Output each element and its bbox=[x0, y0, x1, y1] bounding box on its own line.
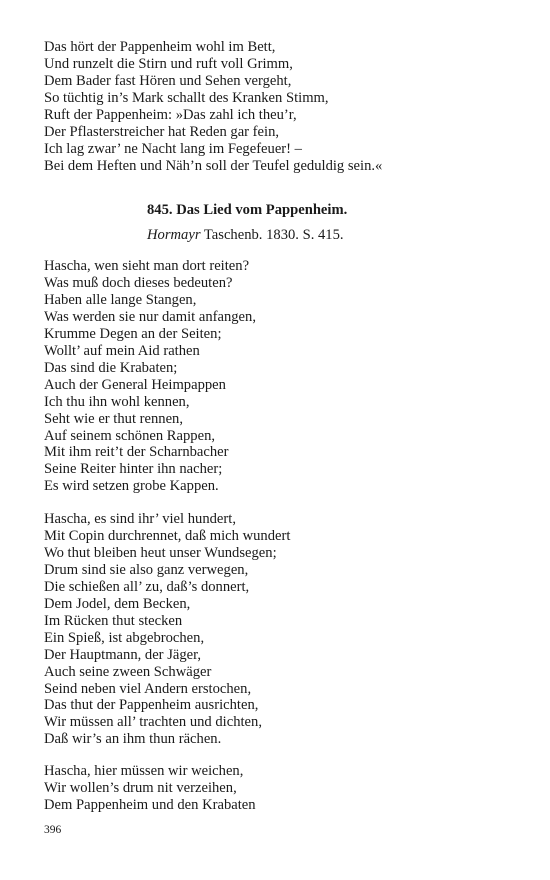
verse-line: Mit ihm reit’t der Scharnbacher bbox=[44, 444, 229, 461]
verse-line: Seine Reiter hinter ihn nacher; bbox=[44, 461, 223, 478]
verse-line: Wir wollen’s drum nit verzeihen, bbox=[44, 779, 237, 796]
verse-line: Der Hauptmann, der Jäger, bbox=[44, 646, 202, 663]
verse-line: Hascha, hier müssen wir weichen, bbox=[44, 763, 244, 779]
verse-line: Dem Jodel, dem Becken, bbox=[44, 595, 191, 612]
verse-line: Wir müssen all’ trachten und dichten, bbox=[44, 714, 262, 731]
verse-line: Krumme Degen an der Seiten; bbox=[44, 325, 222, 342]
verse-line: Die schießen all’ zu, daß’s donnert, bbox=[44, 578, 250, 595]
stanza-previous-song-ending bbox=[44, 39, 382, 175]
verse-line: Was muß doch dieses bedeuten? bbox=[44, 274, 233, 291]
verse-line: Auf seinem schönen Rappen, bbox=[44, 427, 216, 444]
verse-line: Dem Bader fast Hören und Sehen vergeht, bbox=[44, 72, 292, 89]
verse-line: Das thut der Pappenheim ausrichten, bbox=[44, 697, 259, 714]
verse-line: Seind neben viel Andern erstochen, bbox=[44, 680, 252, 697]
verse-line: Wo thut bleiben heut unser Wundsegen; bbox=[44, 544, 277, 561]
verse-line: Hascha, wen sieht man dort reiten? bbox=[44, 258, 250, 274]
song-title: 845. Das Lied vom Pappenheim. bbox=[147, 202, 348, 218]
verse-line: So tüchtig in’s Mark schallt des Kranken Stimm, bbox=[44, 89, 329, 106]
stanza-1 bbox=[44, 258, 256, 495]
verse-line: Mit Copin durchrennet, daß mich wundert bbox=[44, 527, 291, 544]
verse-line: Der Pflasterstreicher hat Reden gar fein, bbox=[44, 123, 280, 140]
verse-line: Was werden sie nur damit anfangen, bbox=[44, 308, 256, 325]
source-reference: Taschenb. 1830. S. 415. bbox=[200, 227, 344, 243]
verse-line: Wollt’ auf mein Aid rathen bbox=[44, 342, 200, 359]
verse-line: Bei dem Heften und Näh’n soll der Teufel geduldig sein.« bbox=[44, 157, 383, 174]
verse-line: Ich lag zwar’ ne Nacht lang im Fegefeuer! – bbox=[44, 140, 302, 157]
stanza-2 bbox=[44, 511, 290, 748]
verse-line: Drum sind sie also ganz verwegen, bbox=[44, 561, 249, 578]
source-citation bbox=[147, 226, 344, 244]
verse-line: Dem Pappenheim und den Krabaten bbox=[44, 796, 256, 813]
verse-line: Das hört der Pappenheim wohl im Bett, bbox=[44, 39, 276, 55]
verse-line: Auch seine zween Schwäger bbox=[44, 663, 212, 680]
verse-line: Und runzelt die Stirn und ruft voll Grimm, bbox=[44, 55, 293, 72]
verse-line: Ich thu ihn wohl kennen, bbox=[44, 393, 190, 410]
verse-line: Seht wie er thut rennen, bbox=[44, 410, 184, 427]
verse-line: Es wird setzen grobe Kappen. bbox=[44, 478, 219, 495]
verse-line: Hascha, es sind ihr’ viel hundert, bbox=[44, 511, 236, 527]
verse-line: Ein Spieß, ist abgebrochen, bbox=[44, 629, 205, 646]
verse-line: Das sind die Krabaten; bbox=[44, 359, 178, 376]
source-author: Hormayr bbox=[147, 227, 201, 243]
verse-line: Auch der General Heimpappen bbox=[44, 376, 226, 393]
verse-line: Ruft der Pappenheim: »Das zahl ich theu’r, bbox=[44, 106, 297, 123]
verse-line: Haben alle lange Stangen, bbox=[44, 291, 197, 308]
verse-line: Im Rücken thut stecken bbox=[44, 612, 183, 629]
stanza-3 bbox=[44, 763, 256, 814]
page-number: 396 bbox=[44, 824, 62, 836]
verse-line: Daß wir’s an ihm thun rächen. bbox=[44, 731, 222, 748]
